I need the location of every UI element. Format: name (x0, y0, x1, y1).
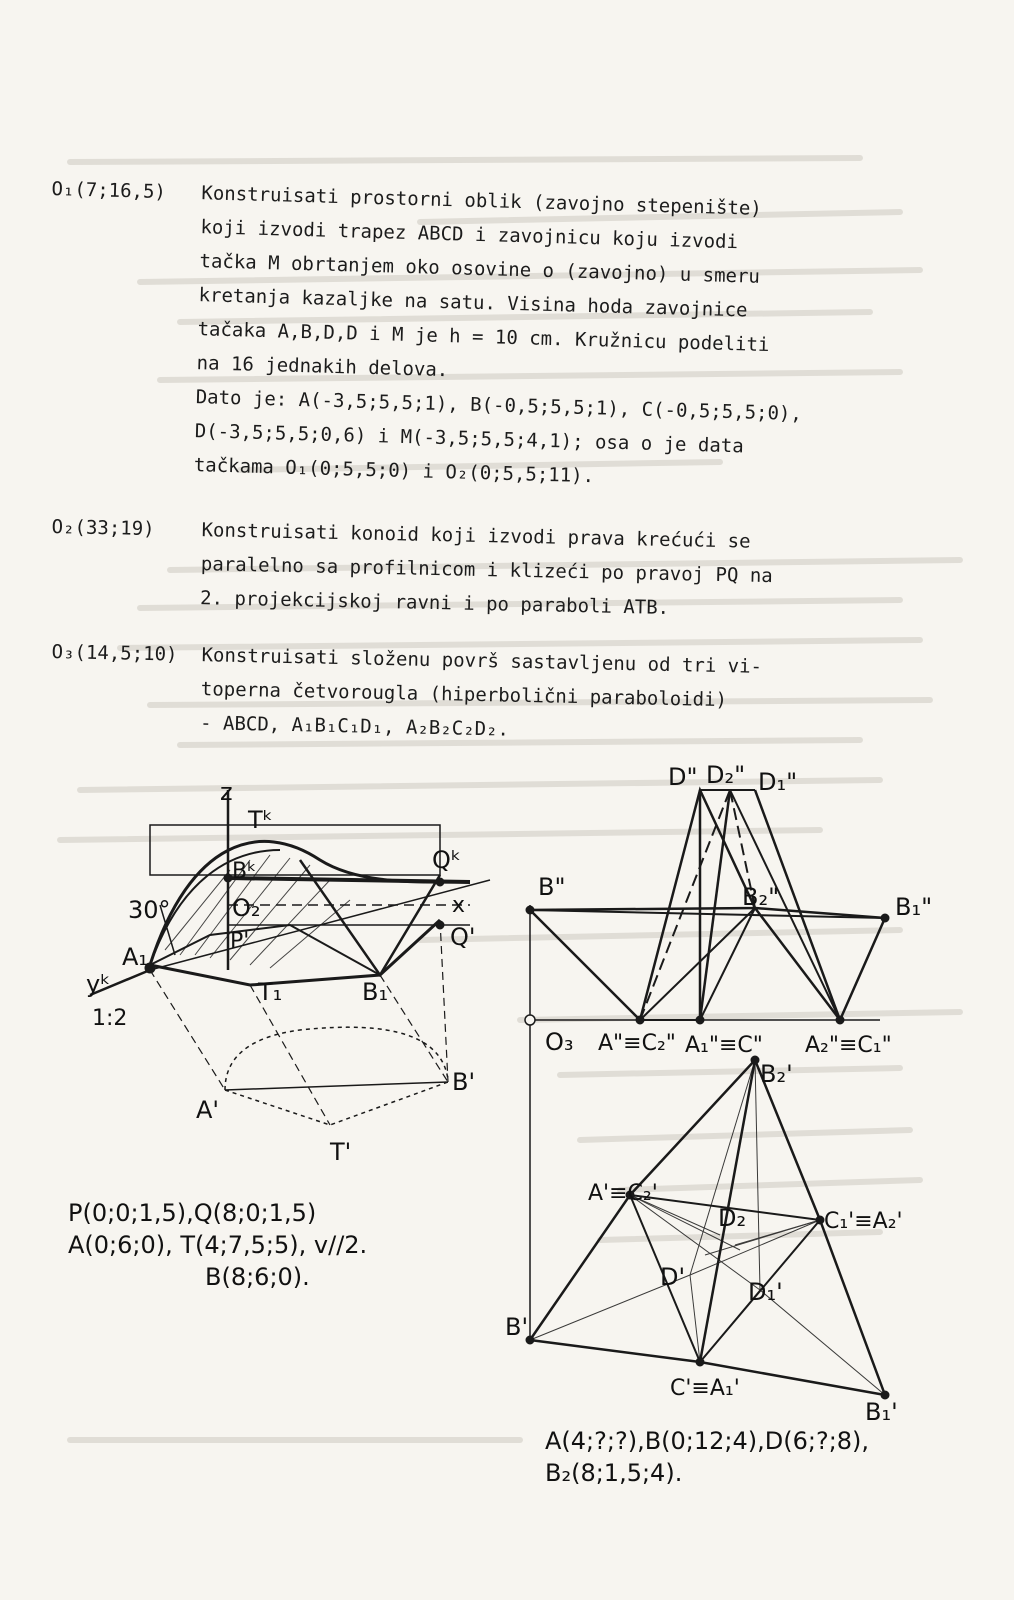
task-line: Konstruisati prostorni oblik (zavojno stepenište) (201, 182, 763, 220)
label-qk: Qᵏ (432, 846, 462, 874)
label-a-prime: A' (196, 1096, 220, 1124)
paraboloid-drawing (525, 790, 889, 1399)
task-line: Dato je: A(-3,5;5,5;1), B(-0,5;5,5;1), C(-0,5;5,5;0), (195, 386, 803, 426)
label-c1-a2-prime: C₁'≡A₂' (824, 1209, 903, 1234)
label-z: z (220, 778, 233, 806)
task-line: Konstruisati složenu površ sastavljenu od tri vi- (201, 644, 763, 678)
task-line: toperna četvorougla (hiperbolični paraboloidi) (200, 678, 728, 712)
task-o3 (50, 635, 952, 764)
task-line: kretanja kazaljke na satu. Visina hoda zavojnice (198, 284, 748, 322)
label-a1-c-2prime: A₁"≡C" (685, 1033, 763, 1058)
label-a-c2-2prime: A"≡C₂" (598, 1031, 676, 1056)
task-line: koji izvodi trapez ABCD i zavojnicu koju izvodi (200, 216, 739, 254)
task-o1 (43, 172, 952, 537)
label-o2: O₂ (232, 894, 261, 922)
label-d1-prime: D₁' (748, 1278, 783, 1306)
paraboloid-labels (505, 761, 932, 1426)
construction-drawings (0, 760, 1014, 1600)
label-d2-2prime: D₂" (706, 761, 746, 789)
task-line: tačaka A,B,D,D i M je h = 10 cm. Kružnicu podeliti (197, 318, 770, 357)
label-b-prime: B' (452, 1068, 476, 1096)
task-line: D(-3,5;5,5;0,6) i M(-3,5;5,5;4,1); osa o je data (194, 420, 744, 458)
label-scale: 1:2 (92, 1006, 128, 1031)
label-d-prime: D' (660, 1263, 686, 1291)
label-t-prime: T' (330, 1138, 352, 1166)
label-q-prime: Q' (450, 923, 476, 951)
task-line: - ABCD, A₁B₁C₁D₁, A₂B₂C₂D₂. (199, 712, 510, 741)
label-b-2prime: B" (538, 873, 566, 901)
label-d1-2prime: D₁" (758, 768, 798, 796)
conoid-drawing (90, 790, 490, 1125)
label-b1-prime: B₁' (865, 1398, 898, 1426)
task-line: 2. projekcijskoj ravni i po paraboli ATB. (199, 587, 670, 619)
label-p-prime: P' (230, 929, 250, 954)
task-line: na 16 jednakih delova. (196, 352, 449, 382)
task-label: O₂(33;19) (51, 515, 155, 541)
label-tk: Tᵏ (248, 806, 273, 834)
label-d2: D₂ (718, 1204, 747, 1232)
task-label: O₁(7;16,5) (51, 177, 167, 204)
task-o2 (50, 510, 952, 639)
paraboloid-caption-line: A(4;?;?),B(0;12;4),D(6;?;8), (545, 1427, 870, 1455)
label-d2prime: D" (668, 763, 698, 791)
label-x: x (452, 893, 466, 918)
task-label: O₃(14,5;10) (51, 640, 178, 666)
label-b-prime-right: B' (505, 1313, 529, 1341)
conoid-caption-line: B(8;6;0). (205, 1263, 310, 1291)
label-b1-2prime: B₁" (895, 893, 933, 921)
conoid-caption-line: A(0;6;0), T(4;7,5;5), v//2. (68, 1231, 368, 1259)
conoid-caption-line: P(0;0;1,5),Q(8;0;1,5) (68, 1199, 317, 1227)
label-o3: O₃ (545, 1028, 574, 1056)
task-line: tačka M obrtanjem oko osovine o (zavojno) u smeru (199, 250, 761, 288)
task-text (200, 513, 942, 630)
task-text (200, 638, 942, 755)
task-text (193, 176, 941, 503)
label-bk: Bᵏ (232, 859, 257, 884)
label-yk: yᵏ (86, 970, 111, 998)
label-a-c2-prime: A'≡C₂' (588, 1181, 658, 1206)
label-30deg: 30° (128, 896, 171, 924)
label-a1: A₁ (122, 943, 149, 971)
label-b2-prime: B₂' (760, 1060, 793, 1088)
label-b2-2prime: B₂" (742, 883, 780, 911)
paraboloid-caption-line: B₂(8;1,5;4). (545, 1459, 683, 1487)
task-line: tačkama O₁(0;5,5;0) i O₂(0;5,5;11). (193, 454, 595, 488)
task-line: Konstruisati konoid koji izvodi prava krećući se (201, 519, 751, 553)
label-a2-c1-2prime: A₂"≡C₁" (805, 1033, 892, 1058)
label-b1: B₁ (362, 978, 389, 1006)
task-line: paralelno sa profilnicom i klizeći po pravoj PQ na (200, 553, 773, 588)
label-c-a1-prime: C'≡A₁' (670, 1376, 740, 1401)
label-t1: T₁ (258, 978, 283, 1006)
